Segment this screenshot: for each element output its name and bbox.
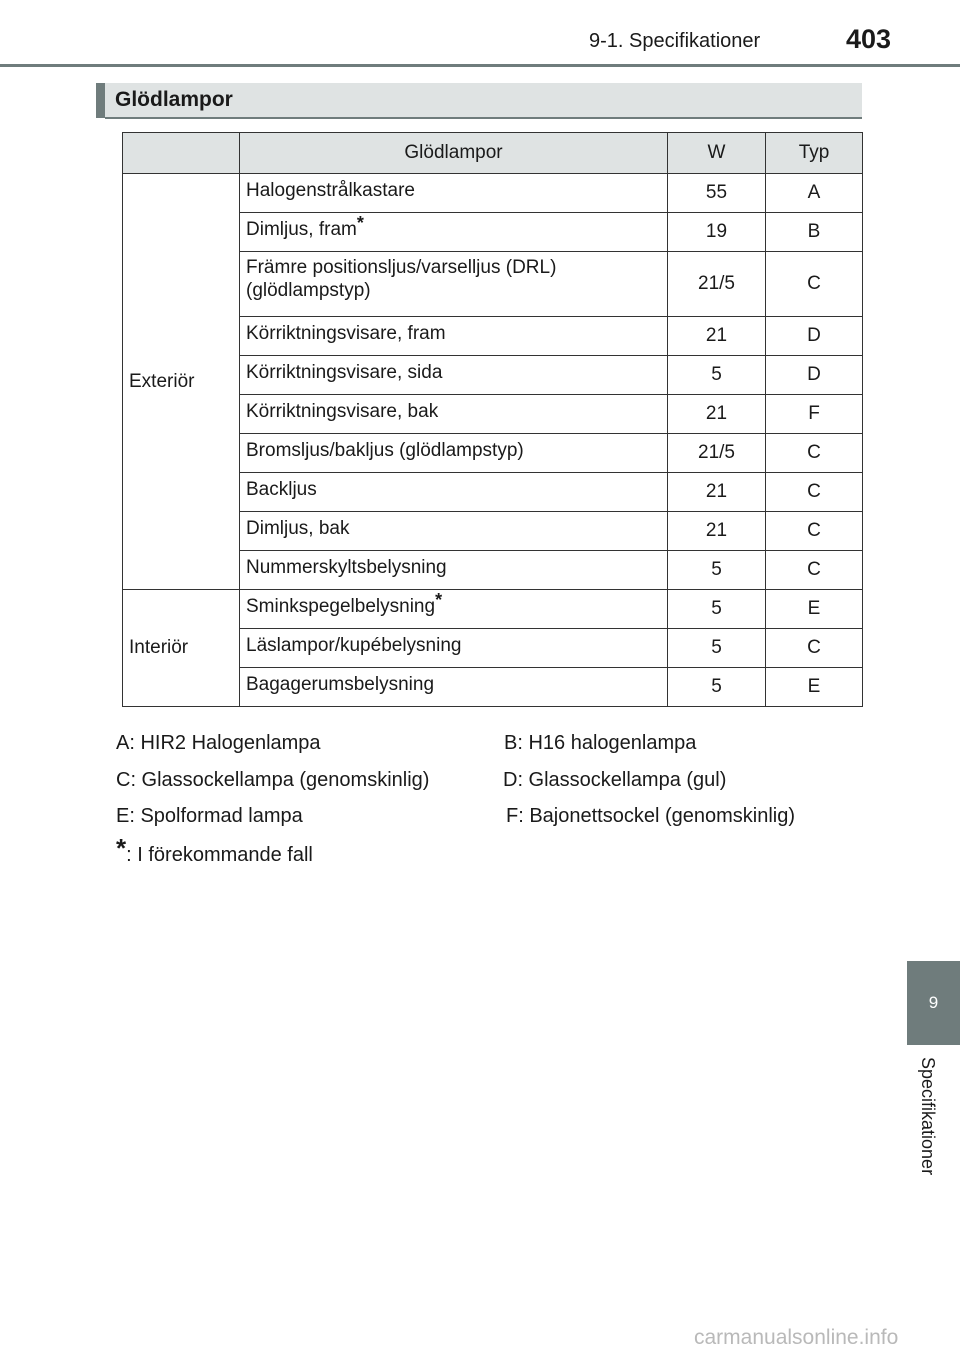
- table-row: [123, 174, 863, 213]
- table-row: [123, 590, 863, 629]
- bulb-type: C: [766, 629, 863, 668]
- bulb-type: D: [766, 356, 863, 395]
- legend-a: A: HIR2 Halogenlampa: [116, 732, 321, 754]
- footnote: [116, 833, 313, 867]
- bulb-label: Körriktningsvisare, sida: [240, 356, 668, 395]
- bulb-watt: 5: [668, 668, 766, 707]
- bulb-table: [122, 132, 863, 707]
- bulb-type: C: [766, 252, 863, 317]
- table-header-bulbs: Glödlampor: [240, 133, 668, 174]
- footnote-star: *: [116, 833, 127, 863]
- page-number: 403: [846, 24, 892, 54]
- table-header-type: Typ: [766, 133, 863, 174]
- bulb-label: Läslampor/kupébelysning: [240, 629, 668, 668]
- footnote-text: : I förekommande fall: [126, 844, 313, 866]
- bulb-label: Backljus: [240, 473, 668, 512]
- legend-d: D: Glassockellampa (gul): [503, 769, 727, 791]
- chapter-tab: 9: [907, 961, 960, 1045]
- bulb-type: D: [766, 317, 863, 356]
- bulb-label: Bromsljus/bakljus (glödlampstyp): [240, 434, 668, 473]
- bulb-watt: 55: [668, 174, 766, 213]
- bulb-watt: 21: [668, 395, 766, 434]
- bulb-watt: 19: [668, 213, 766, 252]
- bulb-label: Nummerskyltsbelysning: [240, 551, 668, 590]
- bulb-watt: 21/5: [668, 434, 766, 473]
- bulb-label: Dimljus, fram: [246, 219, 357, 240]
- bulb-watt: 21: [668, 317, 766, 356]
- legend-f: F: Bajonettsockel (genomskinlig): [506, 805, 796, 827]
- bulb-type: C: [766, 473, 863, 512]
- section-title-underline: [105, 117, 862, 119]
- footnote-marker: *: [435, 590, 443, 610]
- legend-e: E: Spolformad lampa: [116, 805, 303, 827]
- table-header-row: [123, 133, 863, 174]
- bulb-type: C: [766, 512, 863, 551]
- bulb-watt: 5: [668, 551, 766, 590]
- chapter-side-label: Specifikationer: [918, 1057, 938, 1176]
- section-title: Glödlampor: [115, 88, 233, 111]
- footnote-marker: *: [356, 213, 364, 233]
- bulb-label: Körriktningsvisare, bak: [240, 395, 668, 434]
- bulb-watt: 21: [668, 473, 766, 512]
- bulb-watt: 21/5: [668, 252, 766, 317]
- bulb-watt: 5: [668, 629, 766, 668]
- bulb-label: Körriktningsvisare, fram: [240, 317, 668, 356]
- legend-b: B: H16 halogenlampa: [504, 732, 697, 754]
- bulb-label: Bagagerumsbelysning: [240, 668, 668, 707]
- header-rule: [0, 64, 960, 67]
- bulb-type: B: [766, 213, 863, 252]
- bulb-type: A: [766, 174, 863, 213]
- group-label-exterior: Exteriör: [123, 174, 240, 590]
- bulb-label: Halogenstrålkastare: [240, 174, 668, 213]
- bulb-watt: 21: [668, 512, 766, 551]
- table-header-watt: W: [668, 133, 766, 174]
- bulb-label: Sminkspegelbelysning: [246, 596, 436, 617]
- group-label-interior: Interiör: [123, 590, 240, 707]
- bulb-label-cell: [240, 590, 668, 629]
- bulb-watt: 5: [668, 356, 766, 395]
- table-header-group: [123, 133, 240, 174]
- legend-c: C: Glassockellampa (genomskinlig): [116, 769, 430, 791]
- header-section-title: 9-1. Specifikationer: [589, 30, 761, 52]
- section-title-bar: [96, 83, 862, 118]
- bulb-label-cell: [240, 252, 668, 317]
- bulb-label-line2: (glödlampstyp): [246, 280, 371, 301]
- bulb-label: Dimljus, bak: [240, 512, 668, 551]
- bulb-label: Främre positionsljus/varselljus (DRL): [246, 257, 557, 278]
- watermark: carmanualsonline.info: [694, 1326, 899, 1349]
- bulb-type: E: [766, 590, 863, 629]
- bulb-type: F: [766, 395, 863, 434]
- bulb-type: E: [766, 668, 863, 707]
- bulb-type: C: [766, 551, 863, 590]
- bulb-watt: 5: [668, 590, 766, 629]
- bulb-label-cell: [240, 213, 668, 252]
- bulb-type: C: [766, 434, 863, 473]
